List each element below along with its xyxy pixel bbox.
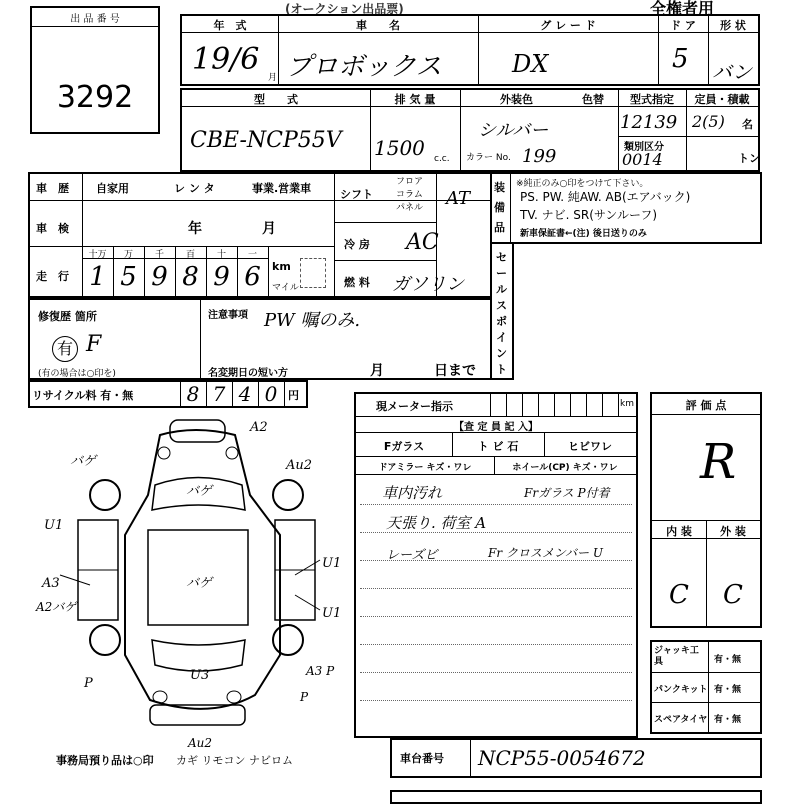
recycle-digit-3: 4 [238, 382, 252, 406]
grade-label: グ レ ー ド [540, 19, 596, 32]
interior-label: 内 装 [666, 525, 692, 538]
exterior-color-value: シルバー [478, 120, 549, 141]
fuel-label: 燃 料 [344, 276, 370, 289]
mileage-place-10: 十 [216, 250, 226, 260]
diagram-note-7: U1 [322, 556, 342, 571]
mileage-place-100k: 十万 [88, 250, 107, 260]
diagram-note-8: A3 [42, 576, 60, 591]
equipment-note: ※純正のみ○印をつけて下さい。 [516, 179, 649, 189]
body-type-label: 形 状 [720, 19, 746, 32]
meter-label: 現メーター指示 [376, 400, 453, 413]
evaluation-label: 評 価 点 [685, 399, 727, 412]
color-change-label: 色替 [582, 93, 604, 106]
sales-point-label: セールスポイント [496, 251, 507, 376]
mileage-place-1: 一 [247, 250, 257, 260]
shift-label: シフト [340, 188, 373, 201]
diagram-note-9: A2バゲ [36, 600, 77, 614]
diagram-note-12: U3 [190, 668, 210, 683]
recycle-digit-4: 0 [264, 382, 278, 406]
diagram-note-4: バゲ [186, 484, 213, 499]
tons-unit: トン [738, 152, 760, 165]
chip-label: ト ビ 石 [477, 440, 519, 453]
repair-mark [52, 336, 78, 362]
color-code-label: カラー No. [466, 153, 511, 163]
diagram-note-6: バゲ [186, 576, 213, 591]
shift-column: コラム [396, 190, 423, 200]
inspector-header: 【査 定 員 記 入】 [454, 422, 538, 433]
meter-km-unit: km [620, 399, 634, 409]
mileage-digit-4: 8 [182, 262, 199, 292]
diagram-note-14: P [300, 690, 309, 704]
diagram-note-1: A2 [250, 420, 268, 435]
puncture-kit-value: 有・無 [714, 685, 742, 695]
repair-mark-text: 有 [56, 339, 73, 358]
model-name-value: プロボックス [286, 52, 442, 82]
equipment-line2: TV. ナビ. SR(サンルーフ) [520, 208, 658, 222]
spare-tire-value: 有・無 [714, 715, 742, 725]
chassis-box [390, 738, 762, 778]
model-name-label: 車 名 [356, 19, 400, 32]
diagram-note-2: バゲ [70, 454, 97, 469]
displacement-label: 排 気 量 [394, 93, 436, 106]
equipment-box [490, 172, 762, 244]
inspector-note-3: 天張り. 荷室 A [386, 514, 487, 532]
color-code-value: 199 [522, 146, 557, 167]
mileage-place-10k: 万 [123, 250, 133, 260]
mileage-digit-2: 5 [120, 262, 137, 292]
lot-number-label: 出 品 番 号 [70, 14, 120, 25]
diagram-note-15: Au2 [188, 736, 213, 750]
evaluation-score: R [700, 434, 737, 490]
model-code-label: 型 式 [254, 93, 298, 106]
doors-label: ド ア [670, 19, 696, 32]
spec-box [180, 88, 760, 172]
caution-value: PW 嘱のみ. [264, 310, 361, 331]
capacity-label: 定員・積載 [694, 93, 750, 106]
top-right-title: 全権者用 [650, 0, 715, 18]
body-type-value: バン [712, 60, 752, 84]
cc-unit: c.c. [434, 154, 450, 164]
deposit-note: 事務局預り品は○印 [56, 754, 154, 767]
shift-floor: フロア [396, 177, 424, 187]
exterior-label: 外 装 [720, 525, 746, 538]
shift-panel: パネル [396, 203, 424, 213]
name-change-month: 月 [370, 363, 384, 379]
type-designation-label: 型式指定 [630, 93, 674, 106]
jack-value: 有・無 [714, 655, 742, 665]
type-designation-value: 12139 [620, 112, 678, 133]
caution-label: 注意事項 [208, 310, 248, 321]
repair-box [28, 298, 492, 380]
category-label: 類別区分 [624, 142, 664, 153]
usage-private: 自家用 [96, 182, 129, 195]
usage-rental: レ ン タ [174, 182, 215, 195]
recycle-box [28, 380, 308, 408]
mileage-digit-6: 6 [244, 262, 261, 292]
inspector-box [354, 392, 638, 738]
mileage-label: 走 行 [36, 270, 69, 283]
model-code-value: CBE-NCP55V [190, 128, 342, 153]
recycle-digit-2: 7 [212, 382, 226, 406]
mileage-digit-1: 1 [89, 262, 106, 292]
mileage-place-100: 百 [185, 250, 195, 260]
chassis-value: NCP55-0054672 [478, 746, 646, 770]
persons-unit: 名 [742, 118, 753, 131]
lot-number-value: 3292 [56, 80, 134, 115]
inspector-note-5: Fr クロスメンバー U [488, 546, 603, 560]
top-center-title: (オークション出品票) [285, 2, 404, 16]
yen-unit: 円 [288, 389, 299, 402]
diagram-note-11: P [84, 676, 93, 691]
diagram-note-10: U1 [322, 606, 342, 621]
mileage-digit-3: 9 [151, 262, 168, 292]
year-label: 年 式 [213, 19, 247, 32]
name-change-label: 名変期日の短い方 [208, 368, 288, 379]
chassis-label: 車台番号 [400, 752, 444, 765]
repair-value: F [86, 332, 102, 357]
exterior-color-label: 外装色 [500, 93, 533, 106]
equipment-line1: PS. PW. 純AW. AB(エアバック) [520, 190, 691, 204]
evaluation-box [650, 392, 762, 628]
capacity-value: 2(5) [692, 112, 725, 131]
repair-note: (有の場合は○印を) [38, 369, 116, 379]
jack-label: ジャッキ工具 [654, 646, 699, 667]
door-mirror-label: ドアミラー キズ・ワレ [378, 463, 472, 473]
displacement-value: 1500 [374, 136, 425, 160]
front-glass-label: Fガラス [383, 440, 425, 453]
history-label: 車 歴 [36, 182, 69, 195]
category-value: 0014 [622, 150, 663, 169]
recycle-label: リサイクル料 有・無 [32, 389, 134, 402]
repair-label: 修復歴 箇所 [38, 310, 97, 323]
bottom-strip [390, 790, 762, 804]
name-change-day: 日まで [434, 363, 476, 379]
puncture-kit-label: パンクキット [654, 685, 708, 695]
lot-number-box [30, 6, 160, 134]
accessories-box [650, 640, 762, 734]
mile-unit: マイル [272, 283, 299, 293]
exterior-value: C [723, 580, 743, 610]
mileage-digit-5: 9 [213, 262, 230, 292]
recycle-digit-1: 8 [186, 382, 200, 406]
inspection-year-unit: 年 [188, 221, 202, 237]
mile-checkbox [300, 258, 326, 288]
inspector-note-4: レーズビ [386, 548, 438, 563]
inspection-month-unit: 月 [262, 221, 276, 237]
crack-label: ヒビワレ [568, 440, 612, 453]
diagram-note-3: Au2 [286, 458, 313, 473]
mileage-place-1k: 千 [154, 250, 164, 260]
fuel-value: ガソリン [392, 274, 464, 295]
vehicle-info-box [180, 14, 760, 86]
sales-point-box [490, 242, 514, 380]
shift-value: AT [446, 188, 471, 209]
history-box [28, 172, 492, 298]
equipment-label: 装備品 [494, 181, 505, 234]
diagram-note-13: A3 P [306, 664, 335, 678]
inspector-note-2: Frガラス P付着 [524, 486, 610, 500]
new-car-warranty: 新車保証書←(注) 後日送りのみ [520, 229, 647, 239]
ac-label: 冷 房 [344, 238, 370, 251]
year-value: 19/6 [192, 42, 260, 77]
month-unit: 月 [268, 73, 278, 83]
spare-tire-label: スペアタイヤ [654, 715, 708, 725]
doors-value: 5 [672, 44, 689, 74]
inspection-label: 車 検 [36, 222, 69, 235]
grade-value: DX [512, 50, 549, 78]
ac-value: AC [406, 230, 439, 255]
diagram-note-5: U1 [44, 518, 64, 533]
deposit-items: カギ リモコン ナビロム [176, 754, 293, 767]
km-unit: km [272, 260, 291, 273]
usage-commercial: 事業.営業車 [252, 182, 312, 195]
inspector-note-1: 車内汚れ [382, 484, 443, 502]
interior-value: C [669, 580, 689, 610]
wheel-label: ホイール(CP) キズ・ワレ [512, 463, 618, 473]
